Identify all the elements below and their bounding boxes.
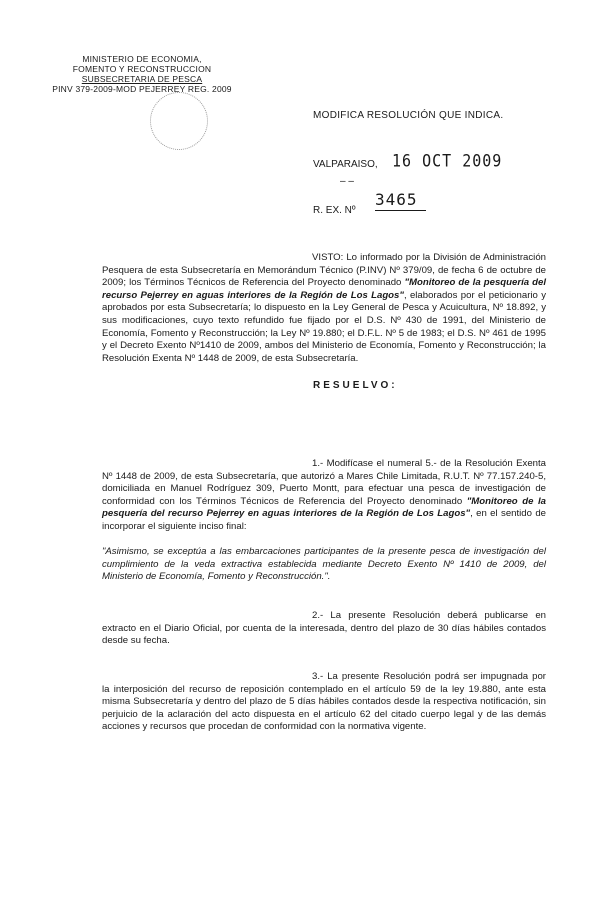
ministry-line-1: MINISTERIO DE ECONOMIA, [82, 54, 202, 64]
place-label: VALPARAISO, [313, 159, 378, 170]
resuelvo-heading: RESUELVO: [313, 380, 398, 391]
ministry-header [52, 54, 232, 94]
date-dash: – – [340, 176, 354, 187]
resolution-item-3: 3.- La presente Resolución podrá ser impugnada por la interposición del recurso de reposición contemplado en el artículo 59 de la ley 19.880, ante esta misma Subsecretaría y dentro del plazo de 5 días hábiles contados desde la respectiva notificación, sin perjuicio de la aclaración del acto dispuesta en el artículo 62 del citado cuerpo legal y de las demás acciones y recursos que procedan de conformidad con la normativa vigente. [102, 671, 546, 733]
ministry-line-2: FOMENTO Y RECONSTRUCCION [72, 64, 212, 74]
resolution-number: 3465 [375, 190, 426, 211]
document-subject: MODIFICA RESOLUCIÓN QUE INDICA. [313, 110, 504, 121]
quoted-inciso: "Asimismo, se exceptúa a las embarcaciones participantes de la presente pesca de investigación del cumplimiento de la veda extractiva establecida mediante Decreto Exento Nº 1410 de 2009, del Ministerio de Economía, Fomento y Reconstrucción.". [102, 546, 546, 583]
date-stamp: 16 OCT 2009 [392, 150, 503, 172]
resolution-item-1: 1.- Modifícase el numeral 5.- de la Resolución Exenta Nº 1448 de 2009, de esta Subsecretaría, que autorizó a Mares Chile Limitada, R.U.T. Nº 77.157.240-5, domiciliada en Manuel Rodríguez 309, Puerto Montt, para efectuar una pesca de investigación de conformidad con los Términos Técnicos de Referencia del Proyecto denominado "Monitoreo de la pesquería del recurso Pejerrey en aguas interiores de la Región de Los Lagos", en el sentido de incorporar el siguiente inciso final: [102, 458, 547, 532]
reference-code: PINV 379-2009-MOD PEJERREY REG. 2009 [52, 84, 232, 94]
resolution-label: R. EX. Nº [313, 205, 356, 216]
official-seal [150, 92, 208, 150]
visto-paragraph: VISTO: Lo informado por la División de Administración Pesquera de esta Subsecretaría en Memorándum Técnico (P.INV) Nº 379/09, de fecha 6 de octubre de 2009; los Términos Técnicos de Referencia del Proyecto denominado "Monitoreo de la pesquería del recurso Pejerrey en aguas interiores de la Región de Los Lagos", elaborados por el peticionario y aprobados por esta Subsecretaría; lo dispuesto en la Ley General de Pesca y Acuicultura, Nº 18.892, y sus modificaciones, cuyo texto refundido fue fijado por el D.S. Nº 430 de 1991, del Ministerio de Economía, Fomento y Reconstrucción; la Ley Nº 19.880; el D.F.L. Nº 5 de 1983; el D.S. Nº 461 de 1995 y el Decreto Exento Nº1410 de 2009, ambos del Ministerio de Economía, Fomento y Reconstrucción; la Resolución Exenta Nº 1448 de 2009, de esta Subsecretaría. [102, 252, 546, 364]
visto-label: VISTO: [312, 252, 344, 263]
resolution-item-2: 2.- La presente Resolución deberá publicarse en extracto en el Diario Oficial, por cuenta de la interesada, dentro del plazo de 30 días hábiles contados desde su fecha. [102, 610, 546, 647]
subsecretaria-line: SUBSECRETARIA DE PESCA [81, 74, 203, 84]
